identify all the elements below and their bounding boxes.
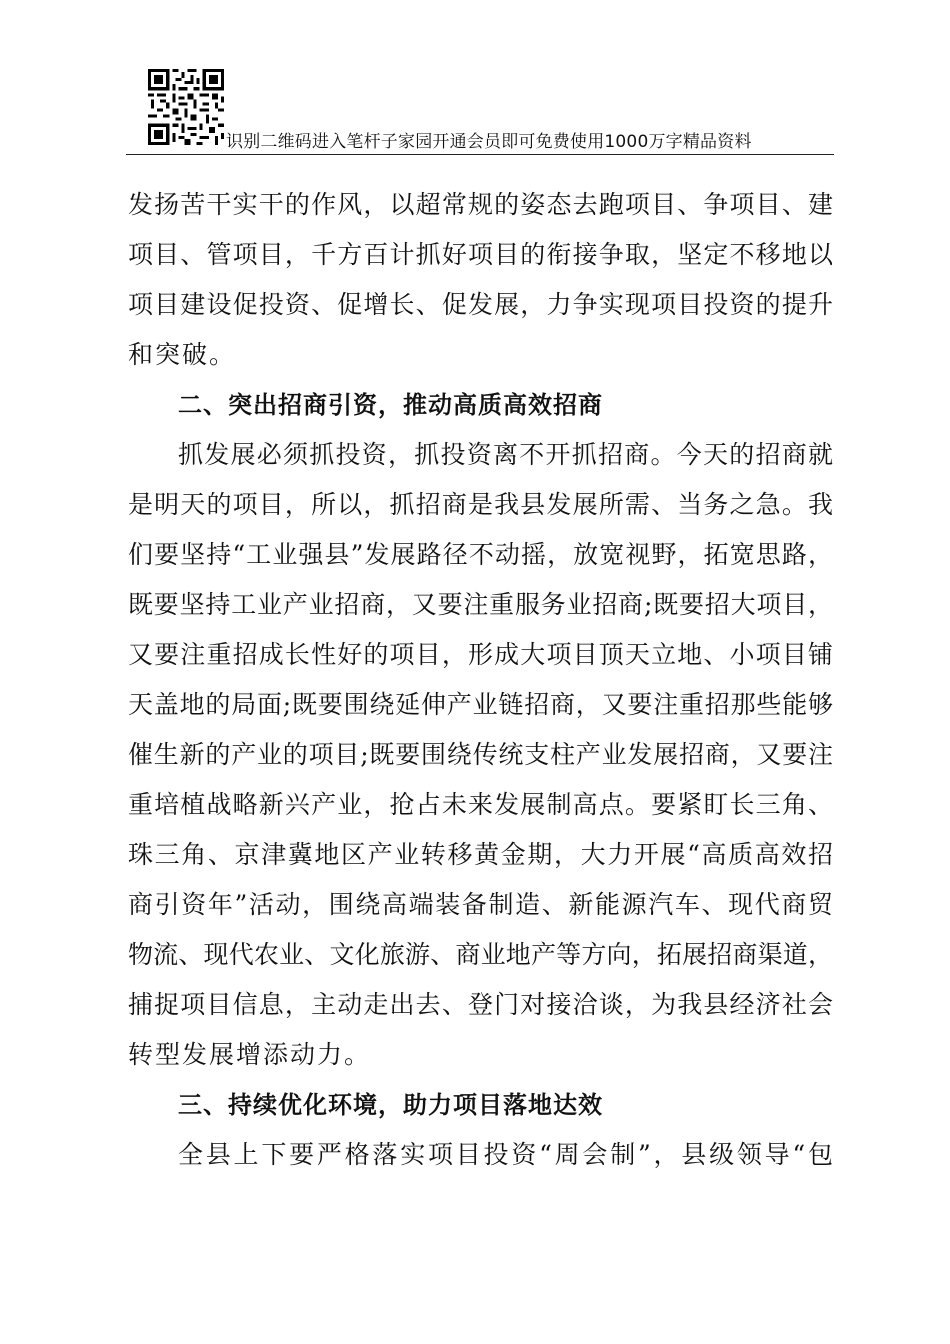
body-line: 珠三角、京津冀地区产业转移黄金期，大力开展“高质高效招 [128, 840, 833, 869]
body-line: 转型发展增添动力。 [128, 1040, 372, 1069]
body-line: 商引资年”活动，围绕高端装备制造、新能源汽车、现代商贸 [128, 890, 833, 919]
body-line: 发扬苦干实干的作风，以超常规的姿态去跑项目、争项目、建 [128, 190, 833, 219]
section-heading-3: 三、持续优化环境，助力项目落地达效 [178, 1091, 603, 1119]
body-line: 全县上下要严格落实项目投资“周会制”，县级领导“包 [178, 1140, 833, 1169]
body-line: 抓发展必须抓投资，抓投资离不开抓招商。今天的招商就 [178, 440, 833, 469]
page-header [126, 66, 834, 155]
section-heading-2: 二、突出招商引资，推动高质高效招商 [178, 391, 603, 419]
body-line: 又要注重招成长性好的项目，形成大项目顶天立地、小项目铺 [128, 640, 833, 669]
body-line: 项目建设促投资、促增长、促发展，力争实现项目投资的提升 [128, 290, 833, 319]
body-line: 天盖地的局面;既要围绕延伸产业链招商，又要注重招那些能够 [128, 690, 833, 719]
body-line: 重培植战略新兴产业，抢占未来发展制高点。要紧盯长三角、 [128, 790, 833, 819]
qr-code-image [148, 69, 224, 145]
body-line: 既要坚持工业产业招商，又要注重服务业招商;既要招大项目， [128, 590, 833, 619]
document-body [128, 180, 833, 1180]
header-promo-text: 识别二维码进入笔杆子家园开通会员即可免费使用1000万字精品资料 [226, 132, 752, 152]
body-line: 和突破。 [128, 340, 237, 369]
body-line: 是明天的项目，所以，抓招商是我县发展所需、当务之急。我 [128, 490, 833, 519]
body-line: 捕捉项目信息，主动走出去、登门对接洽谈，为我县经济社会 [128, 990, 833, 1019]
body-line: 物流、现代农业、文化旅游、商业地产等方向，拓展招商渠道， [128, 940, 833, 969]
body-line: 项目、管项目，千方百计抓好项目的衔接争取，坚定不移地以 [128, 240, 833, 269]
body-line: 催生新的产业的项目;既要围绕传统支柱产业发展招商，又要注 [128, 740, 833, 769]
body-line: 们要坚持“工业强县”发展路径不动摇，放宽视野，拓宽思路， [128, 540, 833, 569]
